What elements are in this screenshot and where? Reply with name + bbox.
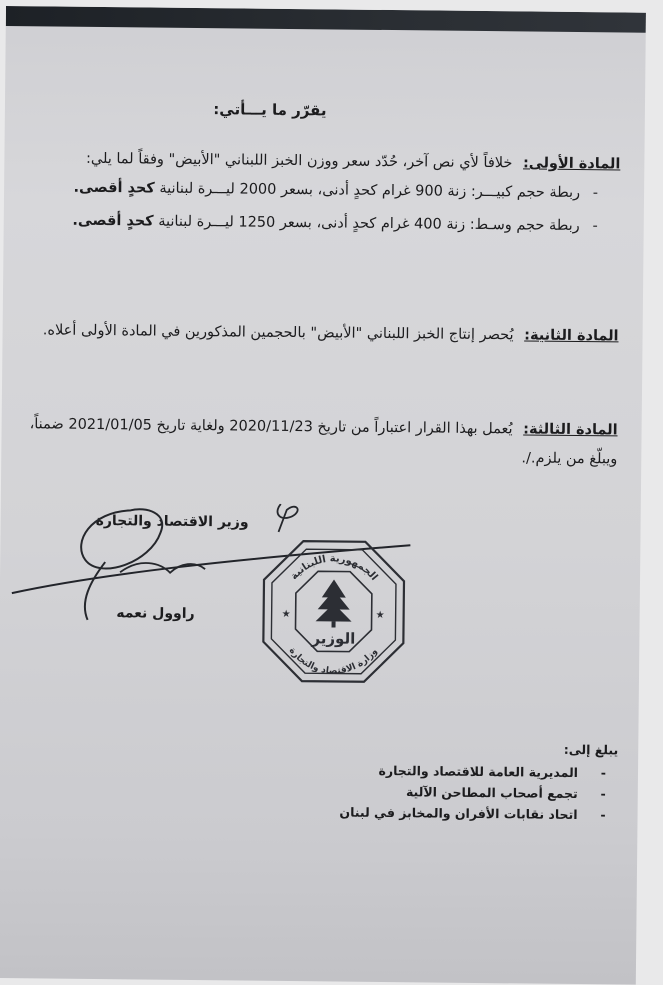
article-three-text: يُعمل بهذا القرار اعتباراً من تاريخ 2020/11/23 ولغاية تاريخ 2021/01/05 ضمناً، ويبلّغ من يلزم./. (29, 416, 618, 468)
list-item (26, 206, 580, 241)
article-one-intro: خلافاً لأي نص آخر، حُدّد سعر ووزن الخبز اللبناني "الأبيض" وفقاً لما يلي: (85, 150, 513, 172)
distribution-block (297, 736, 618, 825)
svg-text:وزارة الاقتصاد والتجارة (286, 646, 379, 677)
article-two-label: المادة الثانية: (524, 327, 619, 345)
bread-large-text: ربطة حجم كبيـــر: زنة 900 غرام كحدٍ أدنى، بسعر 2000 ليـــرة لبنانية (159, 180, 581, 202)
bread-size-list (26, 173, 621, 241)
article-two-text: يُحصر إنتاج الخبز اللبناني "الأبيض" بالحجمين المذكورين في المادة الأولى أعلاه. (42, 322, 514, 344)
document-page (0, 6, 646, 985)
bread-medium-max: كحدٍ أقصى. (72, 212, 154, 230)
list-item: - تجمع أصحاب المطاحن الآلية (298, 780, 578, 804)
decision-heading: يقرّر ما يـــأتي: (213, 100, 327, 120)
minister-title: وزير الاقتصاد والتجارة (95, 512, 249, 531)
seal-bottom-text: وزارة الاقتصاد والتجارة (286, 645, 380, 677)
article-three-label: المادة الثالثة: (523, 421, 618, 439)
cedar-icon (316, 579, 353, 627)
minister-name: راوول نعمه (116, 605, 195, 623)
list-item (26, 173, 580, 208)
list-item: - المديرية العامة للاقتصاد والتجارة (298, 759, 578, 783)
seal-star-icon: ★ (281, 608, 291, 621)
list-item: - اتحاد نقابات الأفران والمخابز في لبنان (297, 801, 577, 825)
seal-top-text: الجمهورية اللبنانية (288, 553, 380, 583)
distribution-list (297, 759, 618, 825)
svg-text:الجمهورية اللبنانية (289, 553, 380, 583)
document-body (0, 6, 646, 985)
seal-star-icon: ★ (375, 609, 385, 621)
bread-medium-text: ربطة حجم وسـط: زنة 400 غرام كحدٍ أدنى، بسعر 1250 ليـــرة لبنانية (158, 213, 580, 235)
article-one-label: المادة الأولى: (522, 155, 621, 173)
article-three (23, 410, 618, 474)
bread-large-max: كحدٍ أقصى. (73, 179, 155, 197)
article-one (26, 144, 621, 241)
article-two (24, 316, 618, 351)
distribution-title: يبلغ إلى: (563, 741, 619, 758)
seal-center-text: الوزير (311, 629, 356, 648)
ministry-seal (259, 537, 409, 687)
